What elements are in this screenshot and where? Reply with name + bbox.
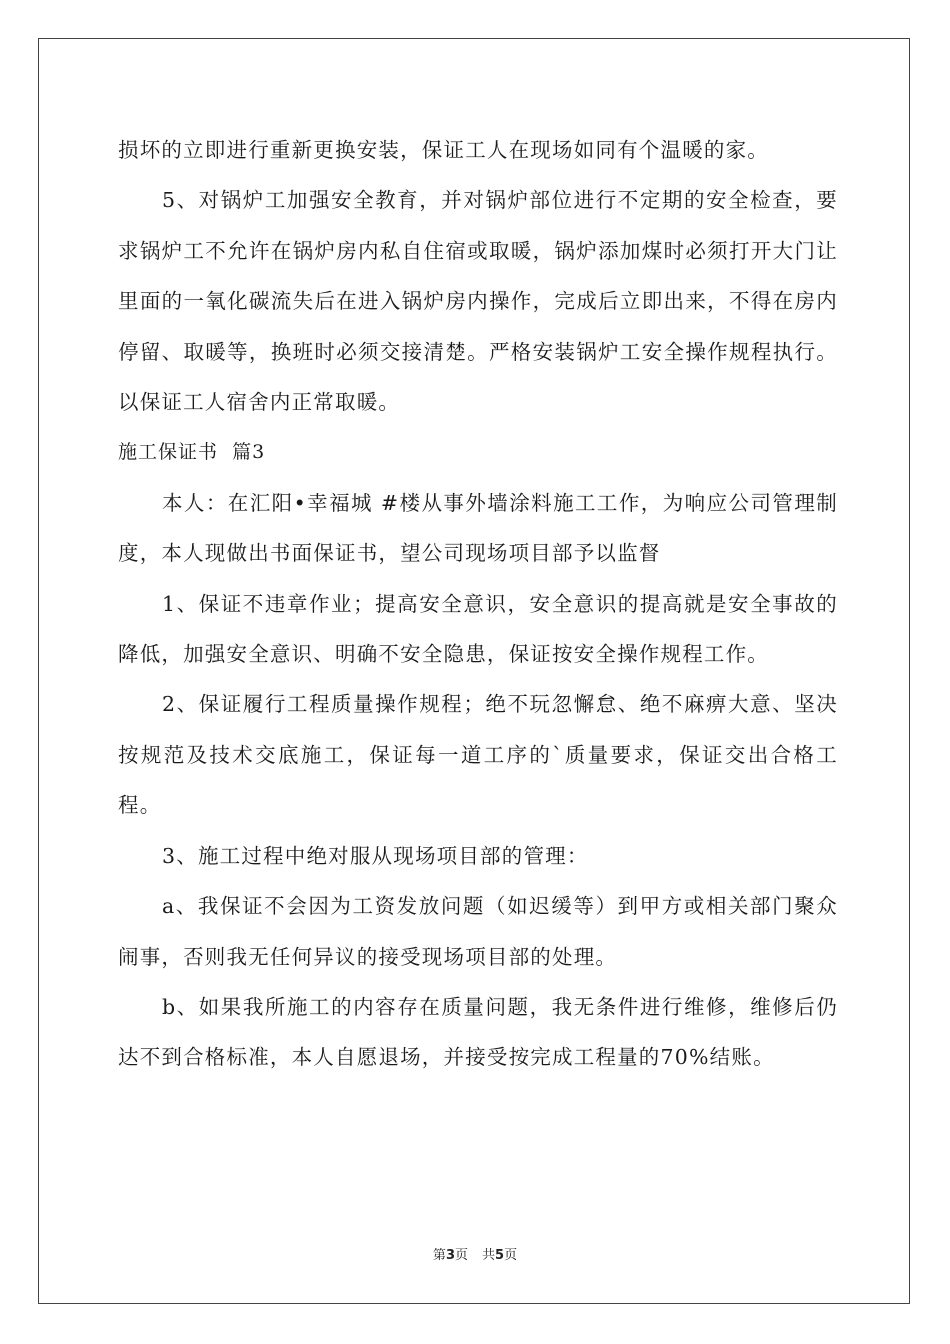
page-footer <box>0 1244 950 1263</box>
paragraph-item-1: 1、保证不违章作业；提高安全意识，安全意识的提高就是安全事故的降低，加强安全意识、明确不安全隐患，保证按安全操作规程工作。 <box>118 591 838 667</box>
document-body <box>118 125 838 1083</box>
paragraph-item-3: 3、施工过程中绝对服从现场项目部的管理： <box>162 843 589 868</box>
paragraph-item-2: 2、保证履行工程质量操作规程；绝不玩忽懈怠、绝不麻痹大意、坚决按规范及技术交底施工，保证每一道工序的`质量要求，保证交出合格工程。 <box>118 692 838 818</box>
paragraph-item-b: b、如果我所施工的内容存在质量问题，我无条件进行维修，维修后仍达不到合格标准，本人自愿退场，并接受按完成工程量的70%结账。 <box>118 994 838 1070</box>
paragraph-item-5: 5、对锅炉工加强安全教育，并对锅炉部位进行不定期的安全检查，要求锅炉工不允许在锅炉房内私自住宿或取暖，锅炉添加煤时必须打开大门让里面的一氧化碳流失后在进入锅炉房内操作，完成后立即出来，不得在房内停留、取暖等，换班时必须交接清楚。严格安装锅炉工安全操作规程执行。以保证工人宿舍内正常取暖。 <box>118 188 838 415</box>
page-suffix: 页 <box>454 1248 468 1263</box>
paragraph-intro: 本人：在汇阳•幸福城 #楼从事外墙涂料施工工作，为响应公司管理制度，本人现做出书面保证书，望公司现场项目部予以监督 <box>118 490 838 566</box>
total-page-number: 5 <box>495 1248 505 1263</box>
total-suffix: 页 <box>504 1248 518 1263</box>
paragraph-item-a: a、我保证不会因为工资发放问题（如迟缓等）到甲方或相关部门聚众闹事，否则我无任何异议的接受现场项目部的处理。 <box>118 894 838 969</box>
current-page-number: 3 <box>445 1248 455 1263</box>
page-prefix: 第 <box>432 1248 446 1263</box>
paragraph-continuation: 损坏的立即进行重新更换安装，保证工人在现场如同有个温暖的家。 <box>118 138 769 162</box>
section-heading: 施工保证书 篇3 <box>118 441 266 464</box>
total-prefix: 共 <box>482 1248 496 1263</box>
